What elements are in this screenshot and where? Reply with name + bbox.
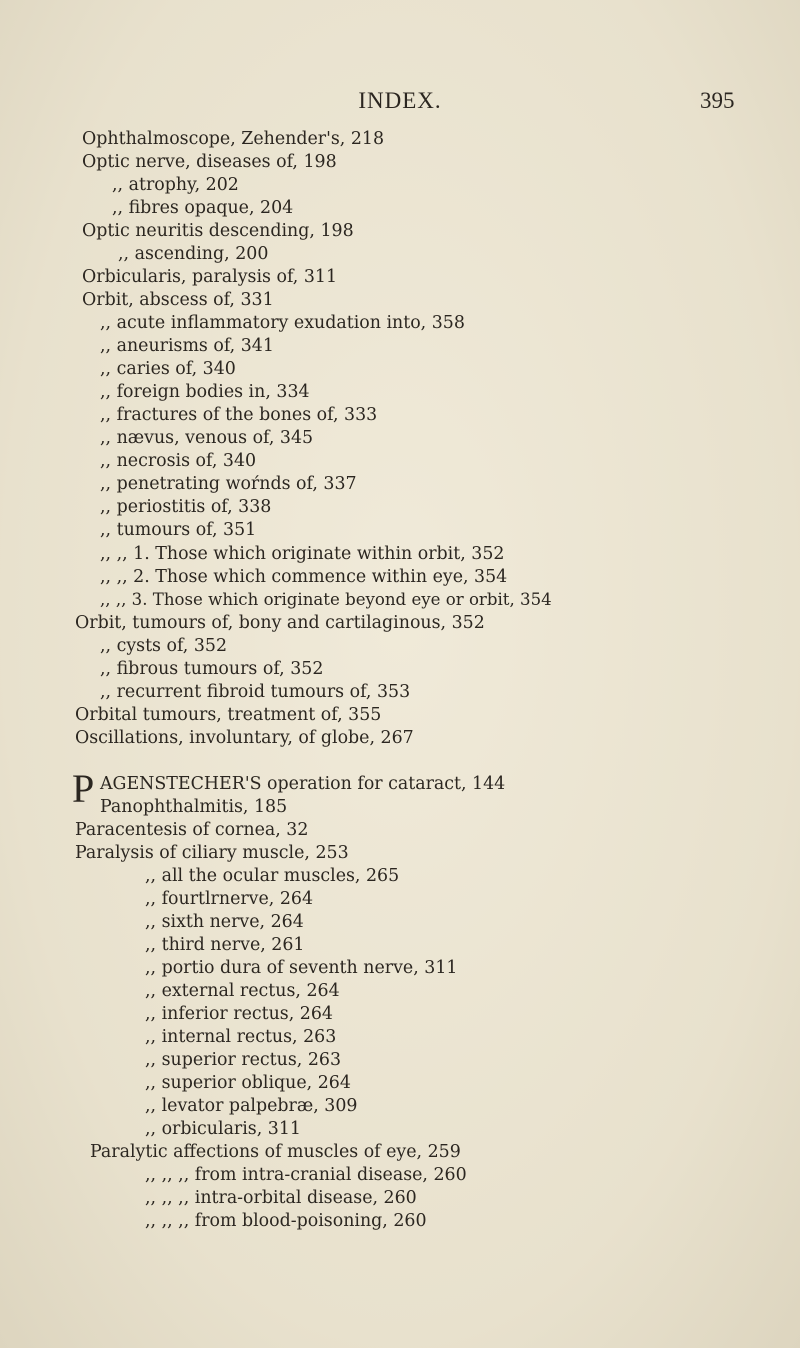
index-subentry: ,, internal rectus, 263 — [145, 1027, 337, 1047]
index-entry: Panophthalmitis, 185 — [100, 797, 288, 817]
index-subentry: ,, fractures of the bones of, 333 — [100, 405, 378, 425]
index-entry: Optic nerve, diseases of, 198 — [82, 152, 337, 172]
index-subentry: ,, fourtlrnerve, 264 — [145, 889, 314, 909]
index-subentry: ,, ,, ,, from intra-cranial disease, 260 — [145, 1165, 467, 1185]
index-entry: Paralytic affections of muscles of eye, 259 — [90, 1142, 461, 1162]
index-subentry: ,, ascending, 200 — [118, 244, 269, 264]
index-subentry: ,, tumours of, 351 — [100, 520, 257, 540]
index-entry: Orbicularis, paralysis of, 311 — [82, 267, 338, 287]
index-entry: Paralysis of ciliary muscle, 253 — [75, 843, 349, 863]
index-subentry: ,, orbicularis, 311 — [145, 1119, 301, 1139]
index-subentry: ,, ,, 2. Those which commence within eye, 354 — [100, 567, 508, 587]
index-subentry: ,, levator palpebræ, 309 — [145, 1096, 358, 1116]
index-subentry: ,, acute inflammatory exudation into, 358 — [100, 313, 465, 333]
page-header-title: INDEX. — [358, 88, 442, 113]
index-subentry: ,, cysts of, 352 — [100, 636, 228, 656]
index-subentry: ,, nævus, venous of, 345 — [100, 428, 314, 448]
index-entry: Oscillations, involuntary, of globe, 267 — [75, 728, 414, 748]
index-subentry: ,, penetrating woŕnds of, 337 — [100, 474, 357, 494]
index-subentry: ,, periostitis of, 338 — [100, 497, 272, 517]
index-entry: Paracentesis of cornea, 32 — [75, 820, 309, 840]
index-subentry: ,, foreign bodies in, 334 — [100, 382, 310, 402]
index-subentry: ,, fibrous tumours of, 352 — [100, 659, 324, 679]
index-entry: Orbit, abscess of, 331 — [82, 290, 274, 310]
index-subentry: ,, superior oblique, 264 — [145, 1073, 351, 1093]
index-subentry: ,, external rectus, 264 — [145, 981, 340, 1001]
index-entry: Orbital tumours, treatment of, 355 — [75, 705, 382, 725]
index-subentry: ,, aneurisms of, 341 — [100, 336, 274, 356]
drop-cap-letter: P — [72, 766, 95, 811]
index-entry: Orbit, tumours of, bony and cartilaginous, 352 — [75, 613, 485, 633]
index-subentry: ,, caries of, 340 — [100, 359, 236, 379]
index-entry: AGENSTECHER'S operation for cataract, 144 — [100, 774, 506, 794]
index-subentry: ,, inferior rectus, 264 — [145, 1004, 333, 1024]
index-subentry: ,, third nerve, 261 — [145, 935, 305, 955]
index-subentry: ,, ,, 3. Those which originate beyond eye or orbit, 354 — [100, 590, 552, 609]
index-subentry: ,, sixth nerve, 264 — [145, 912, 304, 932]
index-entry: Optic neuritis descending, 198 — [82, 221, 354, 241]
index-subentry: ,, portio dura of seventh nerve, 311 — [145, 958, 458, 978]
index-subentry: ,, superior rectus, 263 — [145, 1050, 342, 1070]
index-subentry: ,, ,, 1. Those which originate within orbit, 352 — [100, 544, 505, 564]
index-subentry: ,, atrophy, 202 — [112, 175, 239, 195]
page-number: 395 — [700, 88, 735, 113]
index-subentry: ,, ,, ,, intra-orbital disease, 260 — [145, 1188, 417, 1208]
index-subentry: ,, necrosis of, 340 — [100, 451, 257, 471]
index-subentry: ,, recurrent fibroid tumours of, 353 — [100, 682, 411, 702]
index-subentry: ,, fibres opaque, 204 — [112, 198, 294, 218]
index-entry: Ophthalmoscope, Zehender's, 218 — [82, 129, 385, 149]
index-subentry: ,, all the ocular muscles, 265 — [145, 866, 400, 886]
index-subentry: ,, ,, ,, from blood-poisoning, 260 — [145, 1211, 427, 1231]
